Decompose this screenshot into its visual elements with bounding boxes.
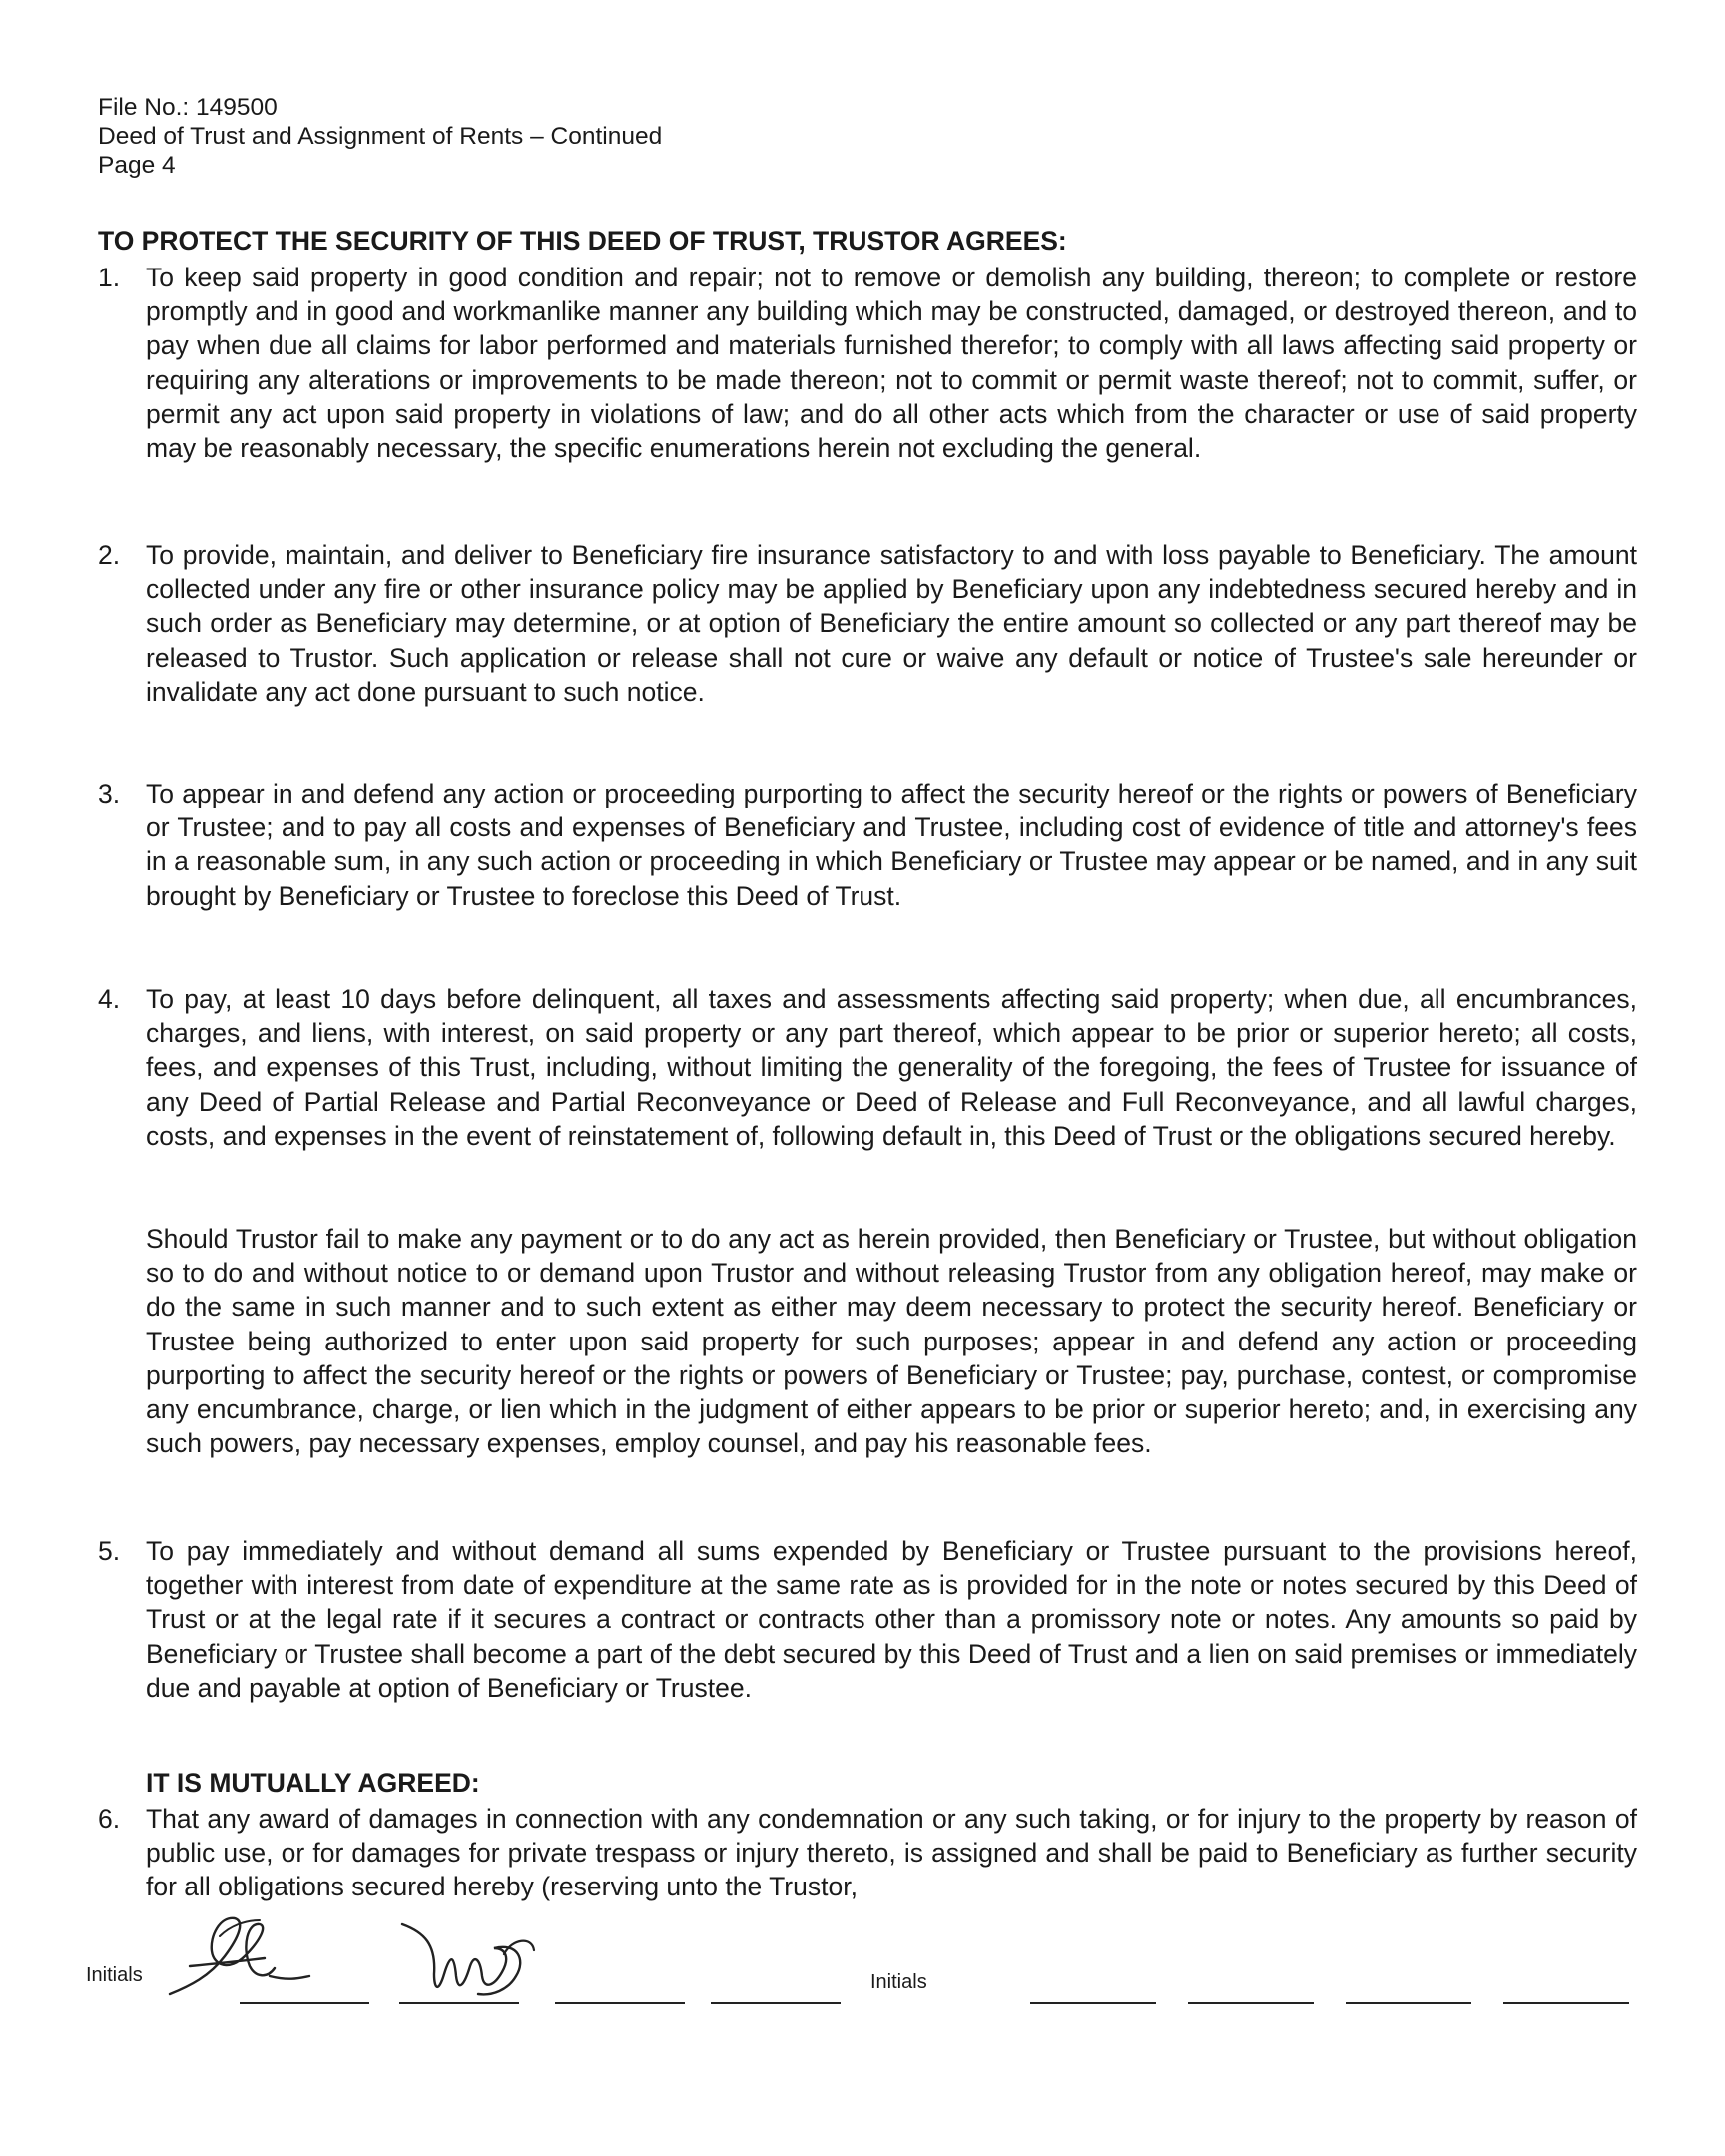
clause-6 <box>98 1802 1637 1904</box>
document-header <box>98 93 662 180</box>
initials-line-7 <box>1346 2002 1471 2004</box>
initials-line-2 <box>399 2002 519 2004</box>
heading-mutually-agreed: IT IS MUTUALLY AGREED: <box>146 1768 480 1798</box>
clause-text: To pay immediately and without demand all sums expended by Beneficiary or Trustee pursuant to the provisions hereof, together with interest from date of expenditure at the same rate as is provided for in the note or notes secured by this Deed of Trust or at the legal rate if it secures a contract or contracts other than a promissory note or notes. Any amounts so paid by Beneficiary or Trustee shall become a part of the debt secured by this Deed of Trust and a lien on said premises or immediately due and payable at option of Beneficiary or Trustee. <box>146 1536 1637 1703</box>
clause-number: 5. <box>98 1536 121 1566</box>
clause-text: To pay, at least 10 days before delinquent, all taxes and assessments affecting said property; when due, all encumbrances, charges, and liens, with interest, on said property or any part thereof, which appear to be prior or superior hereto; all costs, fees, and expenses of this Trust, including, without limiting the generality of the foregoing, the fees of Trustee for issuance of any Deed of Partial Release and Partial Reconveyance or Deed of Release and Full Reconveyance, and all lawful charges, costs, and expenses in the event of reinstatement of, following default in, this Deed of Trust or the obligations secured hereby. <box>146 984 1637 1151</box>
clause-text: Should Trustor fail to make any payment or to do any act as herein provided, then Beneficiary or Trustee, but without obligation so to do and without notice to or demand upon Trustor and without releasing Trustor from any obligation hereof, may make or do the same in such manner and to such extent as either may deem necessary to protect the security hereof. Beneficiary or Trustee being authorized to enter upon said property for such purposes; appear in and defend any action or proceeding purporting to affect the security hereof or the rights or powers of Beneficiary or Trustee; pay, purchase, contest, or compromise any encumbrance, charge, or lien which in the judgment of either appears to be prior or superior hereto; and, in exercising any such powers, pay necessary expenses, employ counsel, and pay his reasonable fees. <box>146 1224 1637 1459</box>
clause-number: 4. <box>98 984 121 1014</box>
clause-4 <box>98 982 1637 1153</box>
clause-4-continuation <box>98 1222 1637 1460</box>
clause-1 <box>98 261 1637 465</box>
clause-5 <box>98 1534 1637 1705</box>
initials-line-6 <box>1188 2002 1314 2004</box>
clause-2 <box>98 538 1637 709</box>
initials-line-4 <box>711 2002 841 2004</box>
clause-text: To keep said property in good condition and repair; not to remove or demolish any building, thereon; to complete or restore promptly and in good and workmanlike manner any building which may be constructed, damaged, or destroyed thereon, and to pay when due all claims for labor performed and materials furnished therefor; to comply with all laws affecting said property or requiring any alterations or improvements to be made thereon; not to commit or permit waste thereof; not to commit, suffer, or permit any act upon said property in violations of law; and do all other acts which from the character or use of said property may be reasonably necessary, the specific enumerations herein not excluding the general. <box>146 263 1637 464</box>
clause-text: To provide, maintain, and deliver to Beneficiary fire insurance satisfactory to and with loss payable to Beneficiary. The amount collected under any fire or other insurance policy may be applied by Beneficiary upon any indebtedness secured hereby and in such order as Beneficiary may determine, or at option of Beneficiary the entire amount so collected or any part thereof may be released to Trustor. Such application or release shall not cure or waive any default or notice of Trustee's sale hereunder or invalidate any act done pursuant to such notice. <box>146 540 1637 707</box>
clause-text: To appear in and defend any action or proceeding purporting to affect the security hereof or the rights or powers of Beneficiary or Trustee; and to pay all costs and expenses of Beneficiary and Trustee, including cost of evidence of title and attorney's fees in a reasonable sum, in any such action or proceeding in which Beneficiary or Trustee may appear or be named, and in any suit brought by Beneficiary or Trustee to foreclose this Deed of Trust. <box>146 779 1637 911</box>
clause-number: 6. <box>98 1804 121 1834</box>
initials-line-1 <box>240 2002 369 2004</box>
initials-line-5 <box>1030 2002 1156 2004</box>
heading-protect-security: TO PROTECT THE SECURITY OF THIS DEED OF TRUST, TRUSTOR AGREES: <box>98 226 1067 256</box>
initials-label-right: Initials <box>870 1971 927 1993</box>
clause-3 <box>98 777 1637 913</box>
signature-initials-1 <box>150 1906 379 2006</box>
clause-text: That any award of damages in connection with any condemnation or any such taking, or for injury to the property by reason of public use, or for damages for private trespass or injury thereto, is assigned and shall be paid to Beneficiary as further security for all obligations secured hereby (reserving unto the Trustor, <box>146 1804 1637 1902</box>
clause-number: 3. <box>98 779 121 808</box>
clause-number: 2. <box>98 540 121 570</box>
initials-row <box>0 1906 1725 2016</box>
initials-label-left: Initials <box>86 1964 143 1986</box>
document-title: Deed of Trust and Assignment of Rents – Continued <box>98 123 663 150</box>
signature-initials-2 <box>394 1914 554 2004</box>
file-number: File No.: 149500 <box>98 94 278 121</box>
initials-line-3 <box>555 2002 685 2004</box>
initials-line-8 <box>1503 2002 1629 2004</box>
clause-number: 1. <box>98 263 121 292</box>
page-number: Page 4 <box>98 152 176 179</box>
